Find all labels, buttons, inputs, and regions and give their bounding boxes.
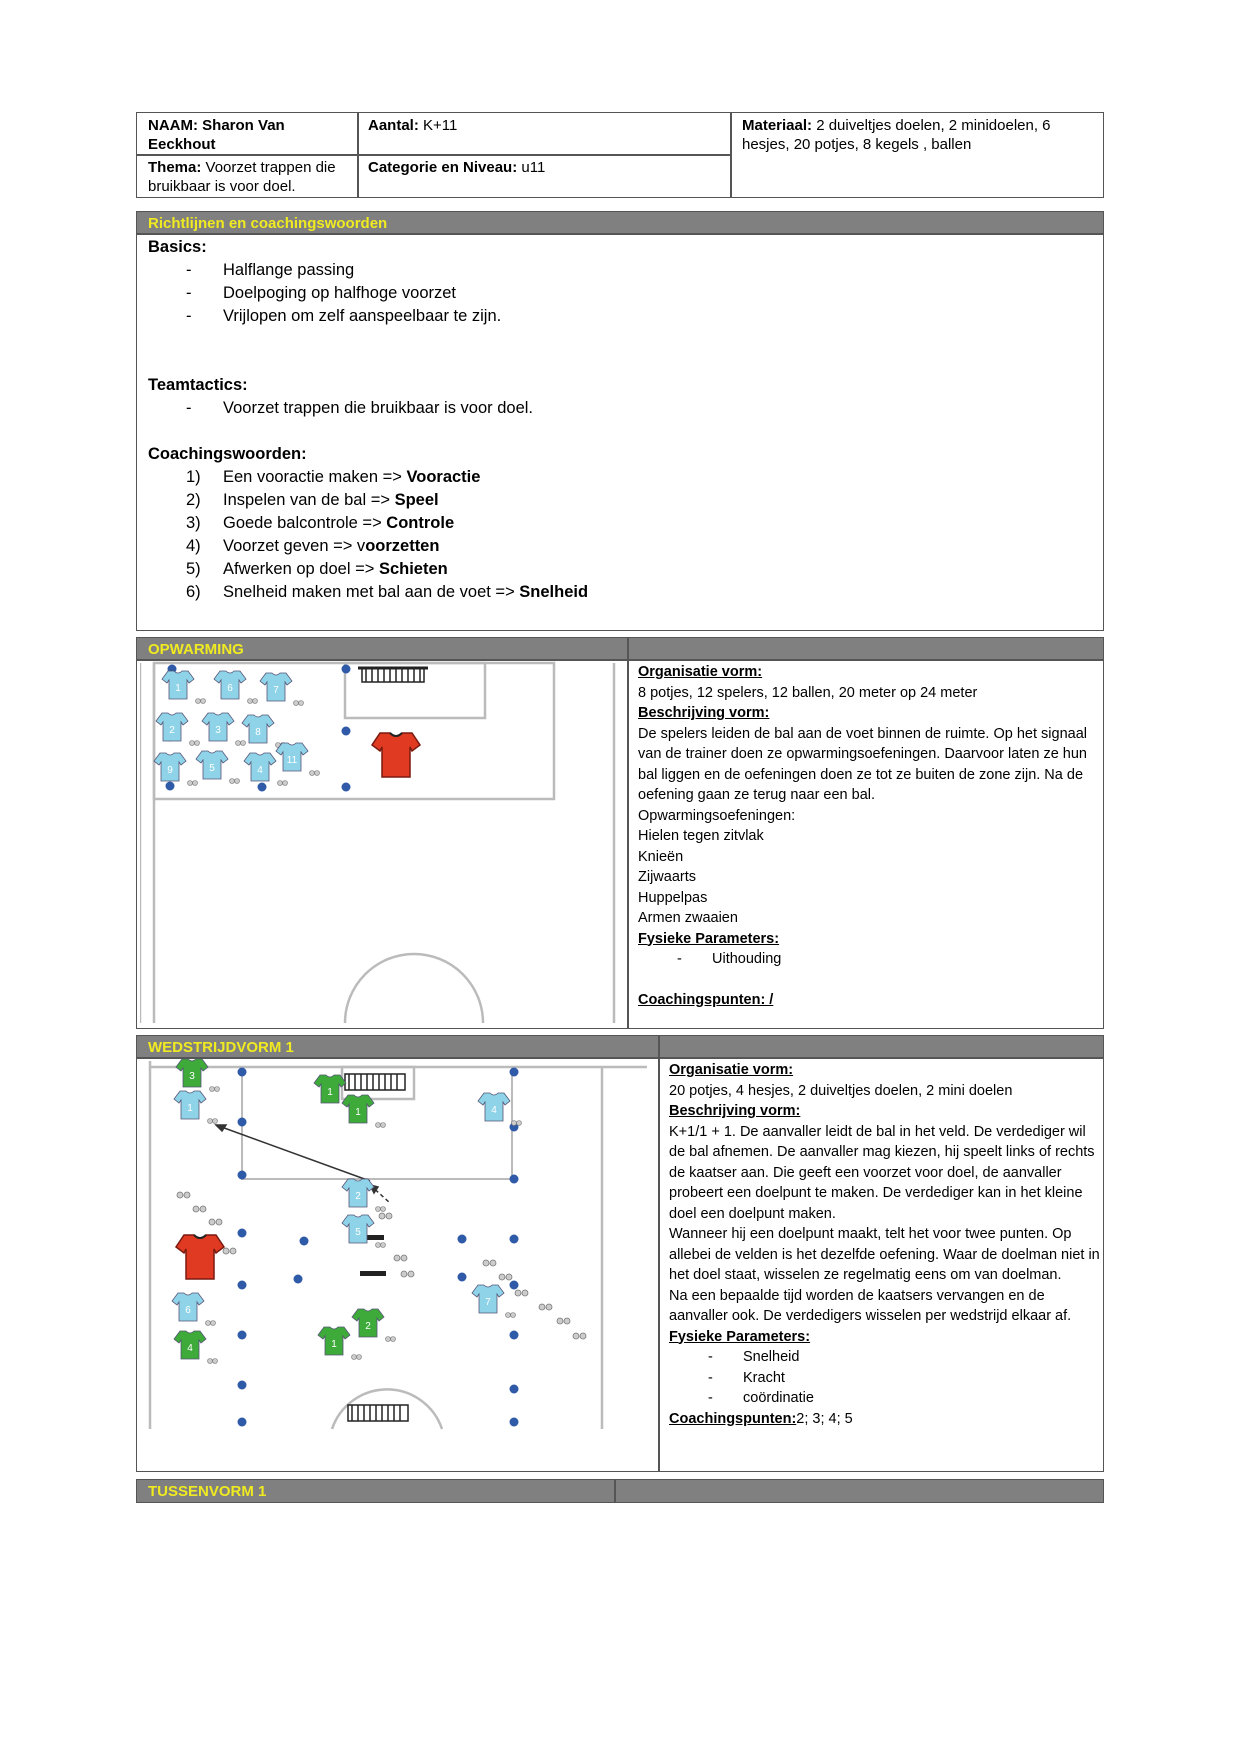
wv-fys-item: - Snelheid [708,1349,800,1365]
player-number: 3 [215,725,221,736]
wv-beschr-text3: Na een bepaalde tijd worden de kaatsers vervangen en de aanvaller ook. De verdedigers wisselen per wedstrijd elkaar af. [669,1287,1072,1324]
wv-coach: Coachingspunten:2; 3; 4; 5 [669,1410,853,1427]
opw-fys-item: - Uithouding [677,951,782,967]
teamtactics-item: - Voorzet trappen die bruikbaar is voor doel. [186,399,534,417]
thema-cell [138,156,358,198]
player-number: 5 [355,1227,361,1238]
player-number: 4 [187,1343,193,1354]
keeper-shirt-icon [372,733,420,777]
wv-beschr-text: K+1/1 + 1. De aanvaller leidt de bal in het veld. De verdediger wil de bal afnemen. De aanvaller mag kiezen, hij speelt links of rechts de kaatser aan. Die geeft een voorzet voor doel, de aanvaller probeert een doelpunt te maken. De verdediger kan in het kleine doel een doelpunt maken. [669,1123,1095,1222]
wedstrijdvorm-field-diagram [142,1059,652,1431]
basics-heading: Basics: [148,238,207,256]
wedstrijdvorm-divider [658,1057,660,1472]
tussenvorm-bar [136,1479,1104,1503]
wedstrijdvorm-bar [136,1035,1104,1059]
player-shirt-icon [172,1293,216,1326]
categorie-value: u11 [521,159,546,176]
goal-icon [358,668,428,682]
player-number: 9 [167,765,173,776]
materiaal-value: 2 duiveltjes doelen, 2 minidoelen, 6 hesjes, 20 potjes, 8 kegels , ballen [742,117,1051,153]
coaching-item: 3) Goede balcontrole => Controle [186,514,455,532]
player-number: 4 [491,1105,497,1116]
player-shirt-icon [156,713,200,746]
thema-label: Thema: [148,159,202,176]
player-number: 2 [169,725,175,736]
player-shirt-icon [242,715,286,748]
aantal-value: K+11 [423,117,458,134]
player-shirt-icon [196,751,240,784]
categorie-label: Categorie en Niveau: [368,159,518,176]
materiaal-label: Materiaal: [742,117,813,134]
player-shirt-icon [260,673,304,706]
opw-oef-heading: Opwarmingsoefeningen: [638,807,796,824]
basics-item: - Halflange passing [186,261,355,279]
opw-org-heading: Organisatie vorm: [638,664,763,680]
coaching-item: 2) Inspelen van de bal => Speel [186,491,439,509]
player-shirt-icon [162,671,206,704]
wedstrijdvorm-bar-divider [658,1035,660,1059]
player-number: 5 [209,763,215,774]
opw-beschr-text: De spelers leiden de bal aan de voet binnen de ruimte. Op het signaal van de trainer doen ze opwarmingsoefeningen. Daarvoor laten ze hun bal liggen en de oefeningen doen ze tot ze buiten de zone zijn. Na de oefening gaan ze terug naar een bal. [638,725,1087,803]
coaching-heading: Coachingswoorden: [148,445,307,463]
player-number: 8 [255,727,261,738]
basics-item: - Vrijlopen om zelf aanspeelbaar te zijn. [186,307,502,325]
naam-cell [138,114,356,156]
player-shirt-icon [352,1309,396,1342]
opw-fys-heading: Fysieke Parameters: [638,930,780,947]
opw-beschr-heading: Beschrijving vorm: [638,705,770,721]
opw-org-text: 8 potjes, 12 spelers, 12 ballen, 20 meter op 24 meter [638,684,978,701]
player-shirt-icon [214,671,258,704]
opwarming-field-diagram [140,661,625,1025]
wv-beschr-heading: Beschrijving vorm: [669,1103,801,1119]
opwarming-bar-divider [627,637,629,661]
player-shirt-icon [318,1327,362,1360]
wv-fys-heading: Fysieke Parameters: [669,1328,811,1345]
categorie-cell [358,156,728,179]
tussenvorm-title: TUSSENVORM 1 [148,1483,267,1500]
player-shirt-icon [174,1331,218,1364]
player-shirt-icon [176,1059,220,1092]
basics-item: - Doelpoging op halfhoge voorzet [186,284,457,302]
wedstrijdvorm-text [669,1060,1101,1429]
wedstrijdvorm-title: WEDSTRIJDVORM 1 [148,1039,294,1056]
opw-oef-item: Huppelpas [638,889,708,906]
naam-label: NAAM: [148,117,198,134]
naam-value: Sharon Van Eeckhout [148,117,285,153]
coaching-item: 5) Afwerken op doel => Schieten [186,560,448,578]
player-number: 7 [273,685,279,696]
player-shirt-icon [342,1215,386,1248]
richtlijnen-bar [136,211,1104,235]
opw-oef-item: Hielen tegen zitvlak [638,828,764,844]
aantal-cell [358,114,728,137]
wv-fys-item: - Kracht [708,1369,785,1386]
player-number: 1 [187,1103,193,1114]
player-number: 2 [365,1321,371,1332]
opwarming-divider [627,659,629,1029]
player-number: 1 [355,1107,361,1118]
opwarming-text [638,662,1098,1010]
aantal-label: Aantal: [368,117,419,134]
opwarming-title: OPWARMING [148,641,244,658]
player-number: 6 [185,1305,191,1316]
player-number: 1 [327,1087,333,1098]
tussenvorm-bar-divider [614,1479,616,1503]
player-shirt-icon [244,753,288,786]
keeper-shirt-icon [176,1235,224,1279]
player-number: 1 [175,683,181,694]
player-shirt-icon [472,1285,516,1318]
opwarming-bar [136,637,1104,661]
wv-beschr-text2: Wanneer hij een doelpunt maakt, telt het voor twee punten. Op allebei de velden is het dezelfde oefening. Waar de doelman niet in het doel staat, wisselen ze regelmatig eens om van doelman. [669,1226,1100,1283]
player-number: 2 [355,1191,361,1202]
player-number: 3 [189,1071,195,1082]
coaching-item: 4) Voorzet geven => voorzetten [186,537,440,555]
materiaal-cell [732,114,1102,156]
player-shirt-icon [174,1091,218,1124]
opw-oef-item: Zijwaarts [638,869,697,885]
richtlijnen-title: Richtlijnen en coachingswoorden [148,215,388,232]
player-number: 1 [331,1339,337,1350]
player-number: 4 [257,765,263,776]
wv-org-text: 20 potjes, 4 hesjes, 2 duiveltjes doelen, 2 mini doelen [669,1082,1013,1099]
opw-coach-heading: Coachingspunten: / [638,991,774,1008]
thema-value: Voorzet trappen die bruikbaar is voor doel. [148,159,336,195]
player-shirt-icon [154,753,198,786]
player-shirt-icon [202,713,246,746]
opw-oef-item: Armen zwaaien [638,910,738,926]
wv-fys-item: - coördinatie [708,1390,814,1406]
richtlijnen-content [148,236,1088,604]
coaching-item: 6) Snelheid maken met bal aan de voet => Snelheid [186,583,589,601]
player-shirt-icon [342,1179,386,1212]
player-shirt-icon [478,1093,522,1126]
player-shirt-icon [276,743,320,776]
player-number: 6 [227,683,233,694]
goal-icon [345,1074,405,1090]
wv-org-heading: Organisatie vorm: [669,1062,794,1078]
player-number: 11 [286,755,298,766]
coaching-item: 1) Een vooractie maken => Vooractie [186,468,481,486]
player-number: 7 [485,1297,491,1308]
opw-oef-item: Knieën [638,848,684,865]
goal-icon [348,1405,408,1421]
teamtactics-heading: Teamtactics: [148,376,248,394]
